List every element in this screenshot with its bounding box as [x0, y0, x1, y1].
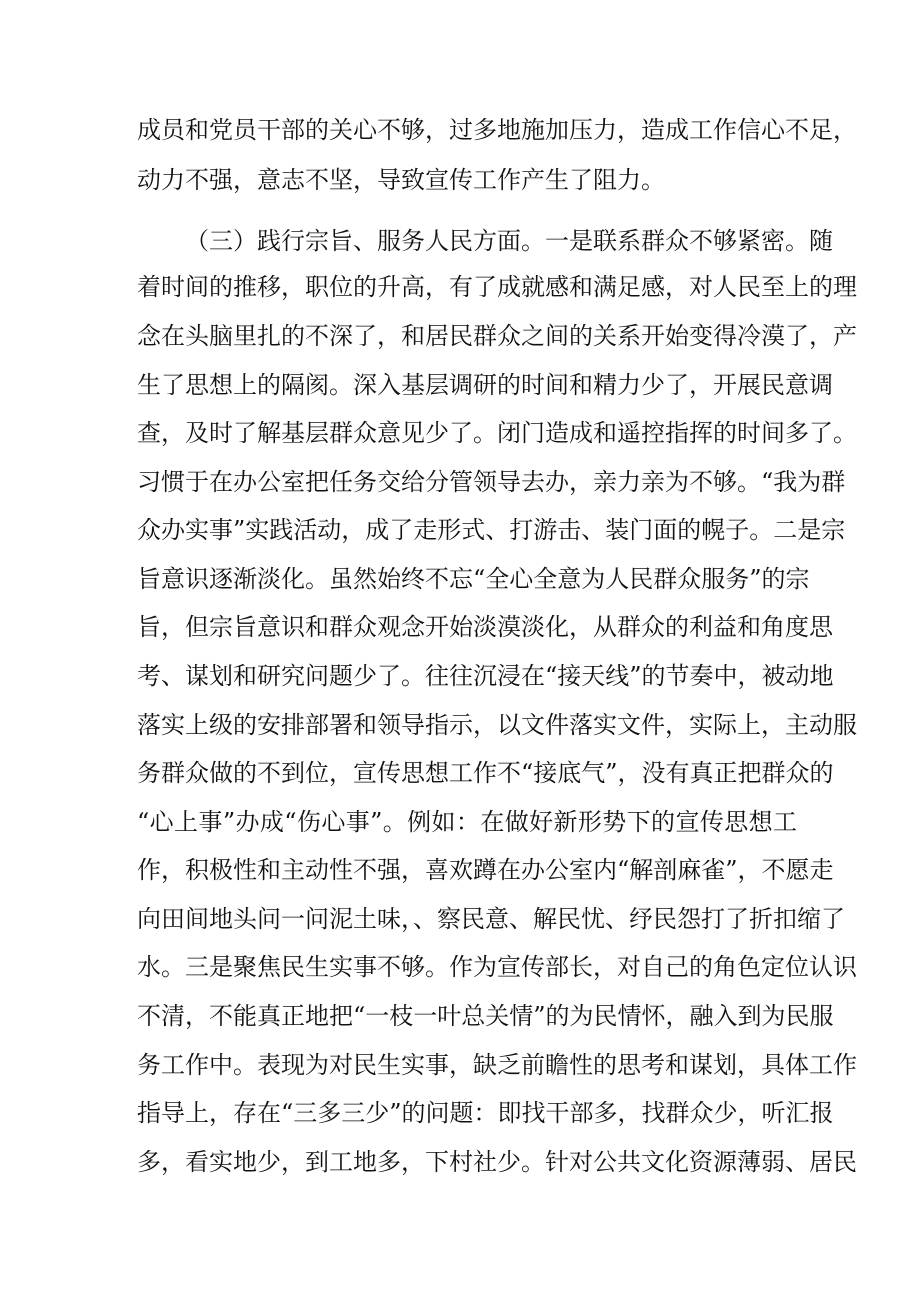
- text-line: “心上事”办成“伤心事”。例如：在做好新形势下的宣传思想工: [137, 808, 797, 836]
- text-line: 生了思想上的隔阂。深入基层调研的时间和精力少了，开展民意调: [137, 371, 833, 399]
- text-line: 着时间的推移，职位的升高，有了成就感和满足感，对人民至上的理: [137, 273, 857, 301]
- text-line: 旨意识逐渐淡化。虽然始终不忘“全心全意为人民群众服务”的宗: [137, 565, 810, 593]
- text-line: 落实上级的安排部署和领导指示，以文件落实文件，实际上，主动服: [137, 711, 857, 739]
- text-line: （三）践行宗旨、服务人民方面。一是联系群众不够紧密。随: [185, 227, 833, 255]
- text-line: 成员和党员干部的关心不够，过多地施加压力，造成工作信心不足，: [137, 116, 857, 144]
- text-line: 向田间地头问一问泥土味，、察民意、解民忧、纾民怨打了折扣缩了: [137, 905, 845, 933]
- text-line: 念在头脑里扎的不深了，和居民群众之间的关系开始变得冷漠了，产: [137, 322, 857, 350]
- text-line: 众办实事”实践活动，成了走形式、打游击、装门面的幌子。二是宗: [137, 516, 846, 544]
- text-line: 动力不强，意志不坚，导致宣传工作产生了阻力。: [137, 166, 665, 194]
- text-line: 指导上，存在“三多三少”的问题：即找干部多，找群众少，听汇报: [137, 1099, 834, 1127]
- text-line: 习惯于在办公室把任务交给分管领导去办，亲力亲为不够。“我为群: [137, 468, 846, 496]
- text-line: 务工作中。表现为对民生实事，缺乏前瞻性的思考和谋划，具体工作: [137, 1051, 857, 1079]
- text-line: 作，积极性和主动性不强，喜欢蹲在办公室内“解剖麻雀”，不愿走: [137, 856, 834, 884]
- text-line: 务群众做的不到位，宣传思想工作不“接底气”，没有真正把群众的: [137, 759, 834, 787]
- text-line: 旨，但宗旨意识和群众观念开始淡漠淡化，从群众的利益和角度思: [137, 613, 833, 641]
- text-line: 水。三是聚焦民生实事不够。作为宣传部长，对自己的角色定位认识: [137, 953, 857, 981]
- text-line: 考、谋划和研究问题少了。往往沉浸在“接天线”的节奏中，被动地: [137, 662, 834, 690]
- text-line: 不清，不能真正地把“一枝一叶总关情”的为民情怀，融入到为民服: [137, 1002, 834, 1030]
- text-line: 多，看实地少，到工地多，下村社少。针对公共文化资源薄弱、居民: [137, 1148, 857, 1176]
- text-line: 查，及时了解基层群众意见少了。闭门造成和遥控指挥的时间多了。: [137, 419, 857, 447]
